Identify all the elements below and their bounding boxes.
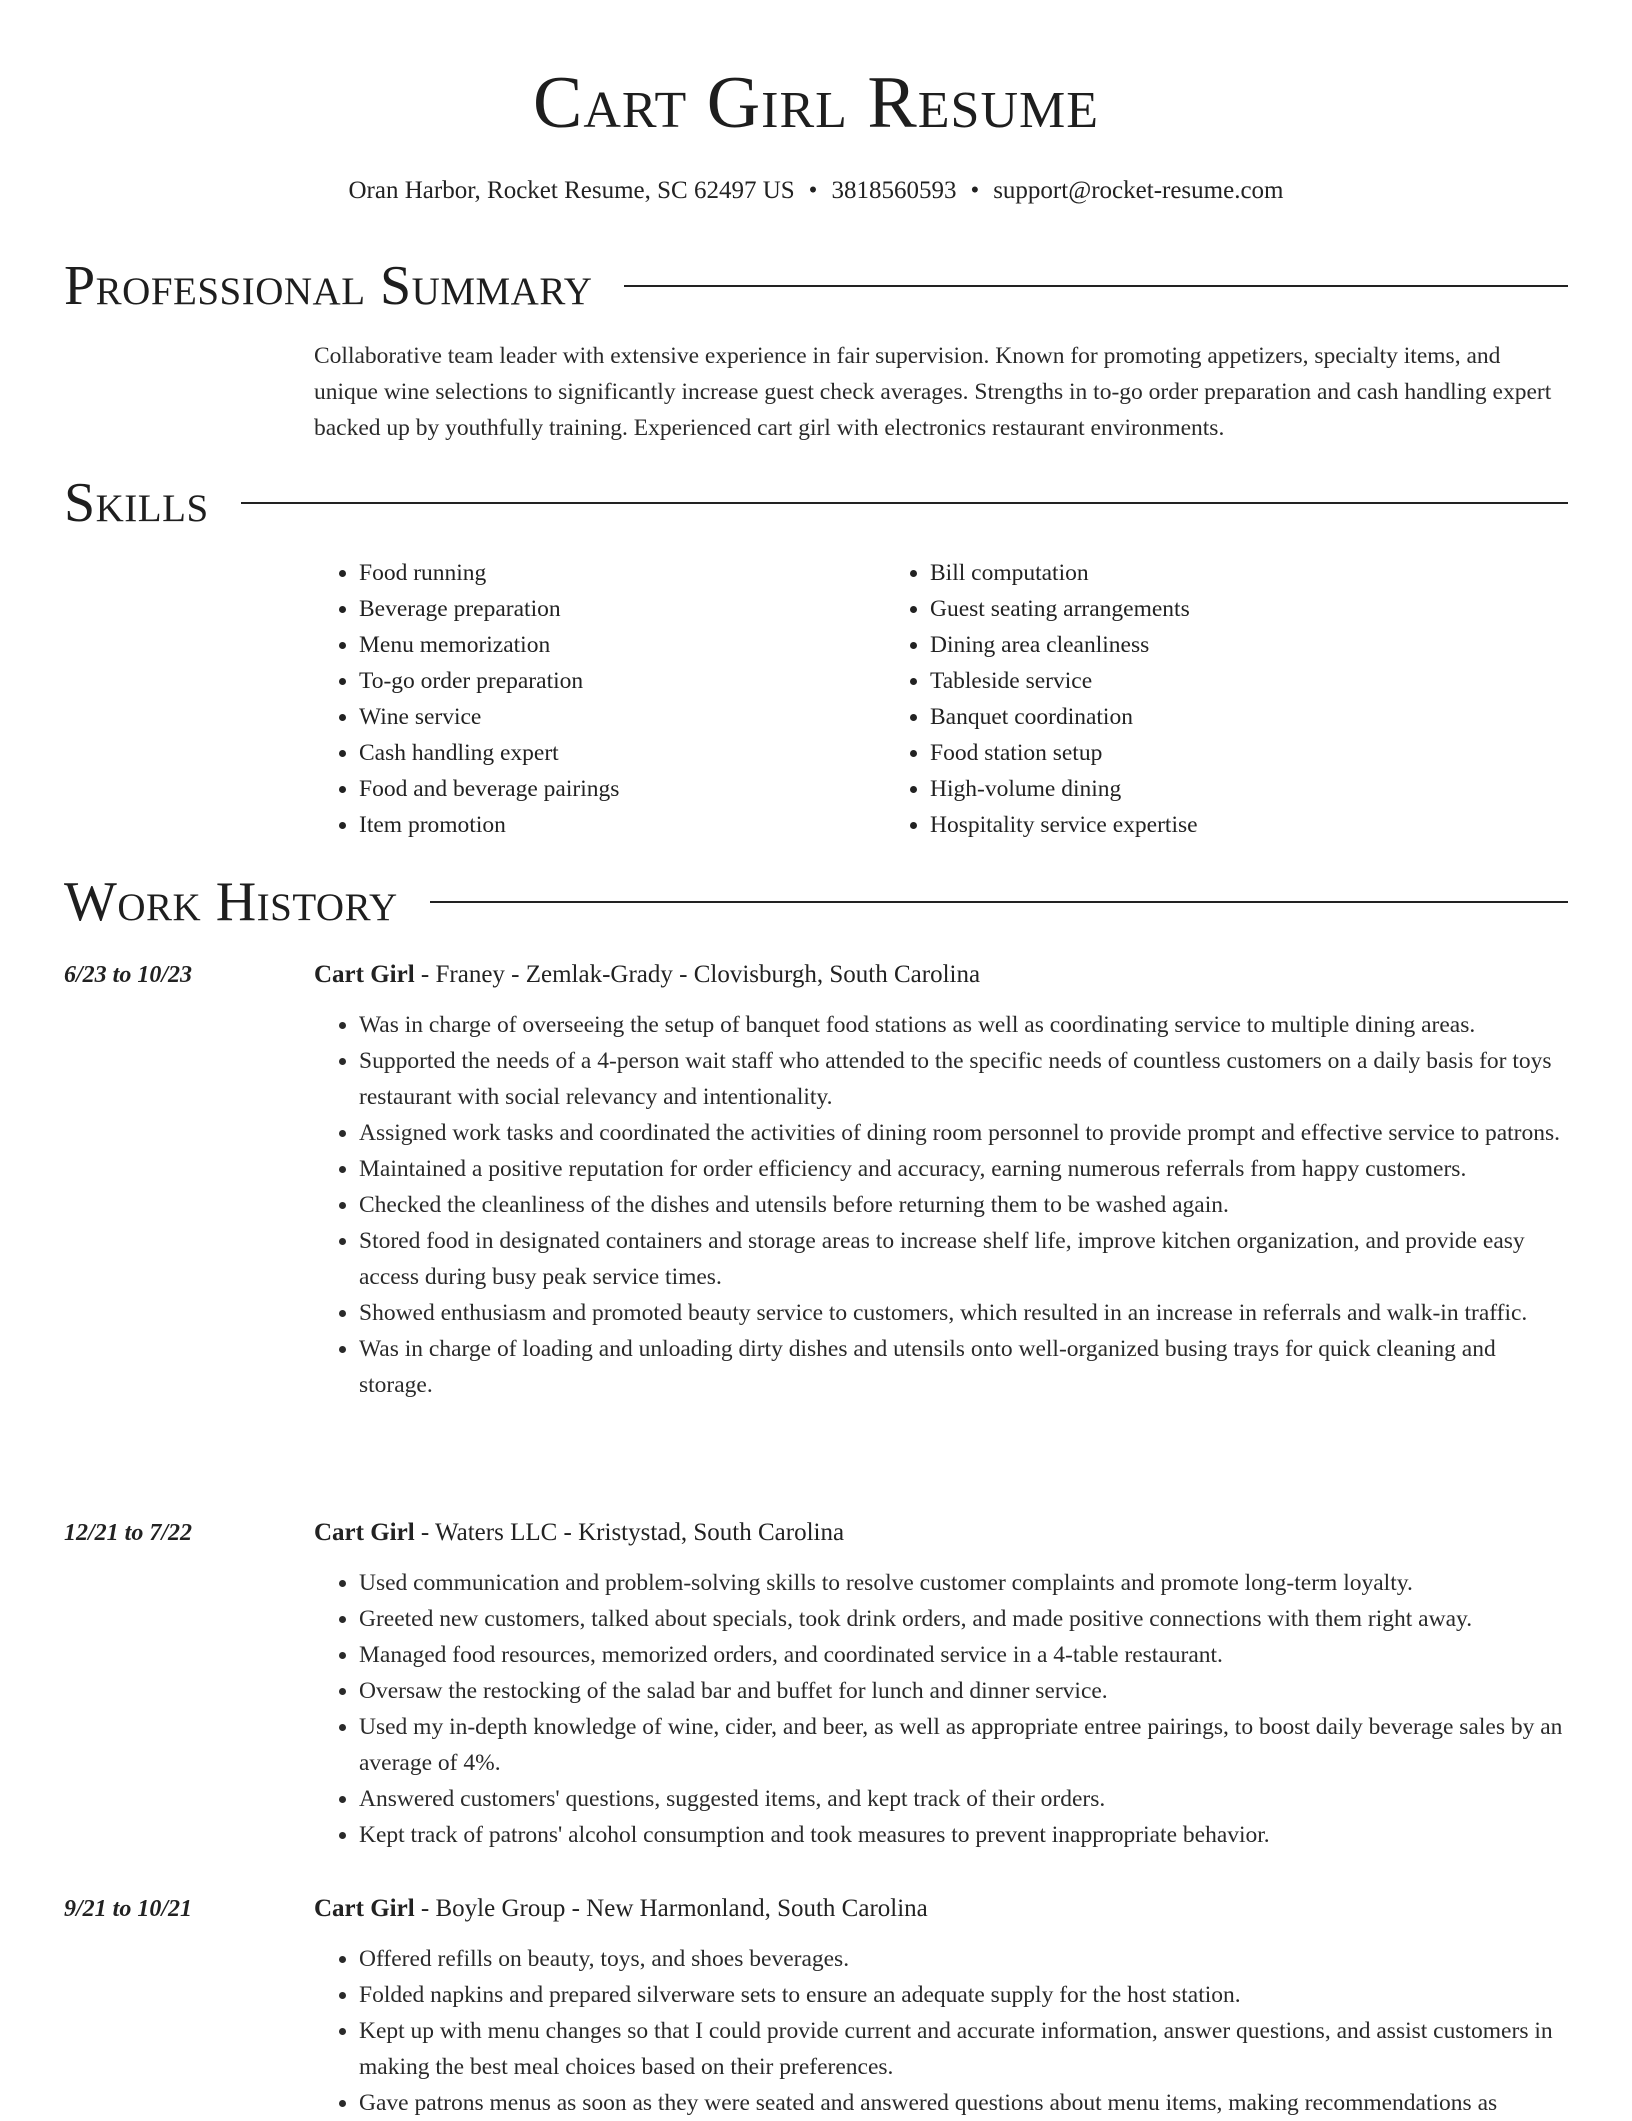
job-bullet: • Folded napkins and prepared silverware sets to ensure an adequate supply for the host station. <box>359 1977 1568 2013</box>
job-bullet: • Answered customers' questions, suggested items, and kept track of their orders. <box>359 1781 1568 1817</box>
email-text: support@rocket-resume.com <box>993 177 1284 204</box>
job-employer: - Boyle Group - New Harmonland, South Carolina <box>414 1895 928 1922</box>
address-text: Oran Harbor, Rocket Resume, SC 62497 US <box>348 177 795 204</box>
section-divider <box>241 502 1568 504</box>
skill-item: • Guest seating arrangements <box>930 591 1568 627</box>
contact-line <box>0 174 1632 208</box>
job-bullet: • Assigned work tasks and coordinated the activities of dining room personnel to provide prompt and effective service to patrons. <box>359 1115 1568 1151</box>
job-bullet: • Offered refills on beauty, toys, and shoes beverages. <box>359 1941 1568 1977</box>
skills-heading: Skills <box>64 472 209 534</box>
job-bullet: • Maintained a positive reputation for order efficiency and accuracy, earning numerous referrals from happy customers. <box>359 1151 1568 1187</box>
job-bullets <box>314 1565 1568 1853</box>
skills-section-header <box>64 471 1568 535</box>
summary-heading: Professional Summary <box>64 255 593 317</box>
skill-item: • Menu memorization <box>359 627 885 663</box>
skill-item: • High-volume dining <box>930 771 1568 807</box>
separator: • <box>808 177 818 204</box>
job-bullet: • Oversaw the restocking of the salad bar and buffet for lunch and dinner service. <box>359 1673 1568 1709</box>
skill-item: • Food running <box>359 555 885 591</box>
job-bullet: • Used my in-depth knowledge of wine, cider, and beer, as well as appropriate entree pairings, to boost daily beverage sales by an average of 4%. <box>359 1709 1568 1781</box>
job-bullet: • Used communication and problem-solving skills to resolve customer complaints and promote long-term loyalty. <box>359 1565 1568 1601</box>
job-title: Cart Girl <box>314 1519 415 1546</box>
section-divider <box>624 285 1568 287</box>
skill-item: • Food and beverage pairings <box>359 771 885 807</box>
skill-item: • Beverage preparation <box>359 591 885 627</box>
work-history-heading: Work History <box>64 871 398 933</box>
job-bullet: • Kept up with menu changes so that I could provide current and accurate information, answer questions, and assist customers in making the best meal choices based on their preferences. <box>359 2013 1568 2085</box>
job-dates: 9/21 to 10/21 <box>64 1896 193 1922</box>
job-bullet: • Showed enthusiasm and promoted beauty service to customers, which resulted in an increase in referrals and walk-in traffic. <box>359 1295 1568 1331</box>
job-bullets <box>314 1007 1568 1403</box>
skill-item: • Bill computation <box>930 555 1568 591</box>
summary-text: Collaborative team leader with extensive experience in fair supervision. Known for promoting appetizers, specialty items, and unique wine selections to significantly increase guest check averages. Strengths in to-go order preparation and cash handling expert backed up by youthfully training. Experienced cart girl with electronics restaurant environments. <box>314 343 1552 441</box>
job-bullet: • Stored food in designated containers and storage areas to increase shelf life, improve kitchen organization, and provide easy access during busy peak service times. <box>359 1223 1568 1295</box>
skill-item: • Cash handling expert <box>359 735 885 771</box>
skills-column-1 <box>314 555 885 843</box>
skill-item: • To-go order preparation <box>359 663 885 699</box>
job-bullet: • Checked the cleanliness of the dishes and utensils before returning them to be washed again. <box>359 1187 1568 1223</box>
job-bullet: • Supported the needs of a 4-person wait staff who attended to the specific needs of countless customers on a daily basis for toys restaurant with social relevancy and intentionality. <box>359 1043 1568 1115</box>
phone-text: 3818560593 <box>831 177 957 204</box>
skills-list <box>314 555 1568 843</box>
separator: • <box>970 177 980 204</box>
job-bullet: • Greeted new customers, talked about specials, took drink orders, and made positive connections with them right away. <box>359 1601 1568 1637</box>
job-bullet: • Kept track of patrons' alcohol consumption and took measures to prevent inappropriate behavior. <box>359 1817 1568 1853</box>
skill-item: • Tableside service <box>930 663 1568 699</box>
job-bullet: • Managed food resources, memorized orders, and coordinated service in a 4-table restaurant. <box>359 1637 1568 1673</box>
job-bullet: • Was in charge of loading and unloading dirty dishes and utensils onto well-organized busing trays for quick cleaning and storage. <box>359 1331 1568 1403</box>
work-history-section-header <box>64 870 1568 934</box>
job-employer: - Waters LLC - Kristystad, South Carolina <box>414 1519 845 1546</box>
skill-item: • Hospitality service expertise <box>930 807 1568 843</box>
skill-item: • Wine service <box>359 699 885 735</box>
skills-column-2 <box>885 555 1568 843</box>
job-employer: - Franey - Zemlak-Grady - Clovisburgh, South Carolina <box>414 961 981 988</box>
skill-item: • Dining area cleanliness <box>930 627 1568 663</box>
job-heading <box>314 957 1568 993</box>
job-bullet: • Was in charge of overseeing the setup of banquet food stations as well as coordinating service to multiple dining areas. <box>359 1007 1568 1043</box>
summary-section-header <box>64 254 1568 318</box>
skill-item: • Banquet coordination <box>930 699 1568 735</box>
job-bullets <box>314 1941 1568 2121</box>
job-title: Cart Girl <box>314 961 415 988</box>
job-dates: 12/21 to 7/22 <box>64 1520 193 1546</box>
job-bullet: • Gave patrons menus as soon as they were seated and answered questions about menu items, making recommendations as <box>359 2085 1568 2121</box>
job-title: Cart Girl <box>314 1895 415 1922</box>
skill-item: • Food station setup <box>930 735 1568 771</box>
skill-item: • Item promotion <box>359 807 885 843</box>
resume-title: Cart Girl Resume <box>532 62 1100 144</box>
section-divider <box>430 901 1568 903</box>
job-heading <box>314 1515 1568 1551</box>
job-heading <box>314 1891 1568 1927</box>
job-dates: 6/23 to 10/23 <box>64 962 193 988</box>
